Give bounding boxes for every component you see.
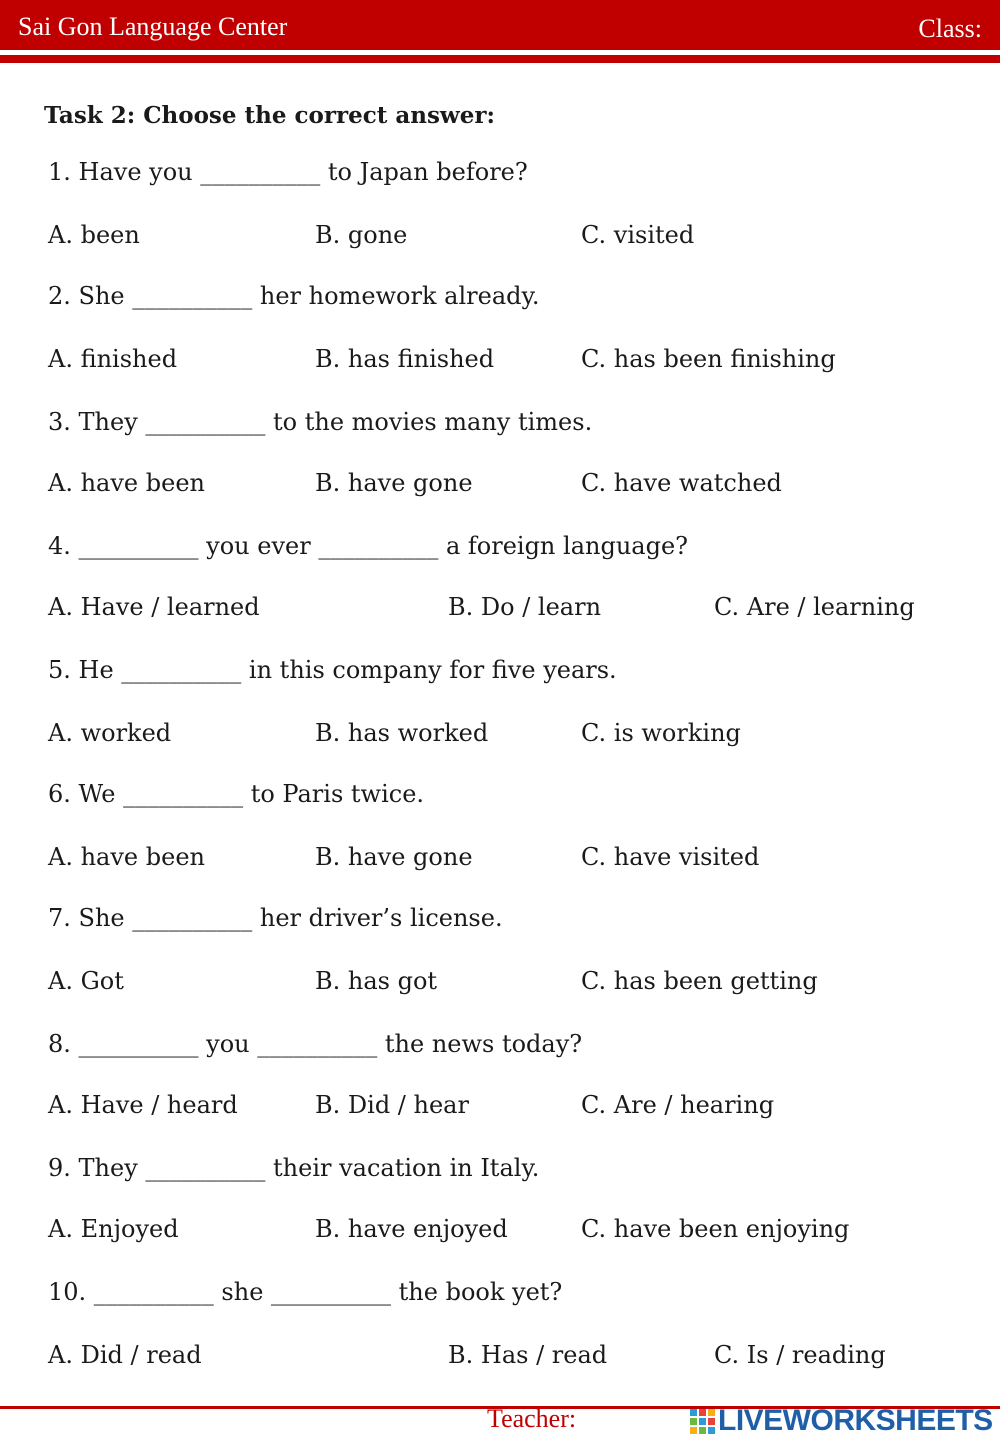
teacher-label: Teacher:	[487, 1404, 577, 1433]
question-7-option-a[interactable]: A. Got	[48, 967, 124, 995]
question-1-option-a[interactable]: A. been	[48, 221, 140, 249]
question-9-option-b[interactable]: B. have enjoyed	[315, 1215, 508, 1243]
question-1-option-b[interactable]: B. gone	[315, 221, 408, 249]
question-4-option-c[interactable]: C. Are / learning	[714, 593, 915, 621]
question-10: 10. __________ she __________ the book yet?	[48, 1278, 563, 1306]
question-9-option-c[interactable]: C. have been enjoying	[581, 1215, 850, 1243]
question-6-option-c[interactable]: C. have visited	[581, 843, 760, 871]
task-title: Task 2: Choose the correct answer:	[44, 102, 495, 129]
question-1: 1. Have you __________ to Japan before?	[48, 158, 528, 186]
question-4-option-a[interactable]: A. Have / learned	[48, 593, 260, 621]
question-3-option-b[interactable]: B. have gone	[315, 469, 473, 497]
question-2-option-c[interactable]: C. has been finishing	[581, 345, 836, 373]
question-9-option-a[interactable]: A. Enjoyed	[48, 1215, 179, 1243]
liveworksheets-logo[interactable]	[690, 1404, 993, 1438]
question-5: 5. He __________ in this company for five years.	[48, 656, 617, 684]
question-3-option-a[interactable]: A. have been	[48, 469, 205, 497]
question-10-option-b[interactable]: B. Has / read	[448, 1341, 608, 1369]
question-2-option-a[interactable]: A. finished	[48, 345, 178, 373]
question-5-option-a[interactable]: A. worked	[48, 719, 172, 747]
question-5-option-c[interactable]: C. is working	[581, 719, 741, 747]
question-6-option-a[interactable]: A. have been	[48, 843, 205, 871]
question-7-option-c[interactable]: C. has been getting	[581, 967, 818, 995]
question-7-option-b[interactable]: B. has got	[315, 967, 438, 995]
center-name: Sai Gon Language Center	[18, 12, 288, 41]
question-8-option-c[interactable]: C. Are / hearing	[581, 1091, 775, 1119]
question-3: 3. They __________ to the movies many times.	[48, 408, 593, 436]
liveworksheets-logo-icon	[690, 1407, 716, 1435]
question-3-option-c[interactable]: C. have watched	[581, 469, 782, 497]
question-8: 8. __________ you __________ the news today?	[48, 1030, 583, 1058]
question-4: 4. __________ you ever __________ a foreign language?	[48, 532, 689, 560]
question-6: 6. We __________ to Paris twice.	[48, 780, 425, 808]
logo-text: LIVEWORKSHEETS	[718, 1404, 993, 1437]
question-5-option-b[interactable]: B. has worked	[315, 719, 489, 747]
header-divider	[0, 55, 1000, 63]
question-9: 9. They __________ their vacation in Italy.	[48, 1154, 540, 1182]
question-10-option-a[interactable]: A. Did / read	[48, 1341, 202, 1369]
question-7: 7. She __________ her driver’s license.	[48, 904, 503, 932]
question-1-option-c[interactable]: C. visited	[581, 221, 695, 249]
class-label: Class:	[918, 14, 982, 43]
question-2: 2. She __________ her homework already.	[48, 282, 540, 310]
question-8-option-b[interactable]: B. Did / hear	[315, 1091, 469, 1119]
question-8-option-a[interactable]: A. Have / heard	[48, 1091, 238, 1119]
question-4-option-b[interactable]: B. Do / learn	[448, 593, 602, 621]
question-10-option-c[interactable]: C. Is / reading	[714, 1341, 886, 1369]
question-6-option-b[interactable]: B. have gone	[315, 843, 473, 871]
question-2-option-b[interactable]: B. has finished	[315, 345, 495, 373]
